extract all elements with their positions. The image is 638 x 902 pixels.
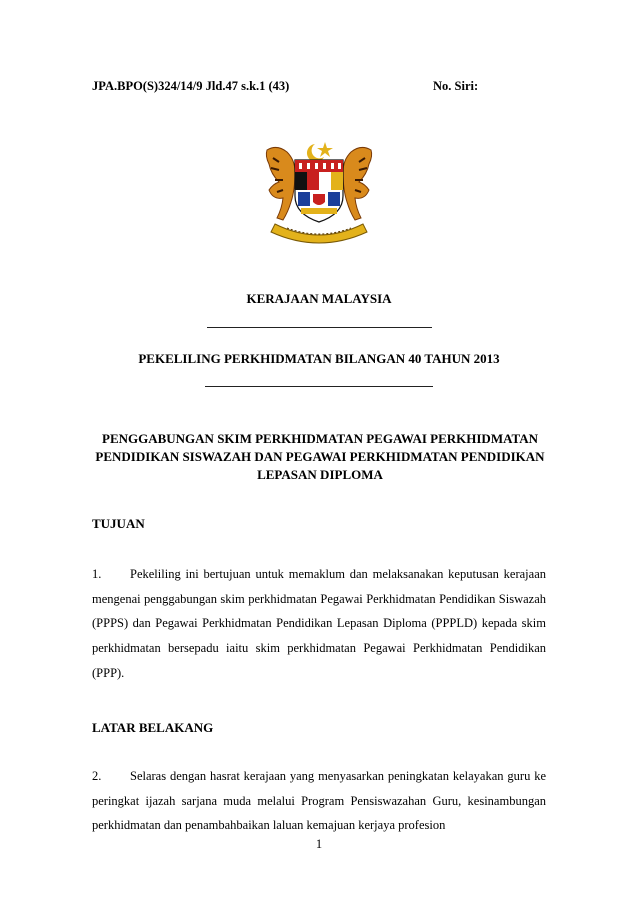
subject-line: PENDIDIKAN SISWAZAH DAN PEGAWAI PERKHIDMATAN PENDIDIKAN — [95, 449, 545, 464]
subject-line: PENGGABUNGAN SKIM PERKHIDMATAN PEGAWAI PERKHIDMATAN — [102, 431, 538, 446]
page-number: 1 — [315, 837, 323, 851]
section-heading-latar-belakang: LATAR BELAKANG — [92, 720, 214, 735]
section-heading-tujuan: TUJUAN — [92, 516, 145, 531]
malaysia-coat-of-arms-icon — [257, 138, 381, 246]
subject-line: LEPASAN DIPLOMA — [257, 467, 383, 482]
serial-number-label: No. Siri: — [433, 79, 479, 93]
paragraph-text: Selaras dengan hasrat kerajaan yang menyasarkan peningkatan kelayakan guru ke peringkat ijazah sarjana muda melalui Program Pensiswazahan Guru, kesinambungan perkhidmatan dan penambahbaikan laluan kemajuan kerjaya profesion — [92, 769, 546, 833]
paragraph-2 — [92, 764, 546, 838]
divider-line — [207, 327, 432, 328]
subject-title — [90, 430, 550, 484]
paragraph-text: Pekeliling ini bertujuan untuk memaklum dan melaksanakan keputusan kerajaan mengenai penggabungan skim perkhidmatan Pegawai Perkhidmatan Pendidikan Siswazah (PPPS) dan Pegawai Perkhidmatan Pendidikan Lepasan Diploma (PPPLD) kepada skim perkhidmatan bersepadu iaitu skim perkhidmatan Pegawai Perkhidmatan Pendidikan (PPP). — [92, 567, 546, 680]
government-name: KERAJAAN MALAYSIA — [246, 291, 392, 306]
paragraph-1 — [92, 562, 546, 686]
paragraph-number: 1. — [92, 567, 102, 581]
paragraph-number: 2. — [92, 769, 102, 783]
divider-line — [205, 386, 433, 387]
reference-number: JPA.BPO(S)324/14/9 Jld.47 s.k.1 (43) — [92, 79, 290, 93]
circular-title: PEKELILING PERKHIDMATAN BILANGAN 40 TAHUN 2013 — [138, 351, 500, 366]
